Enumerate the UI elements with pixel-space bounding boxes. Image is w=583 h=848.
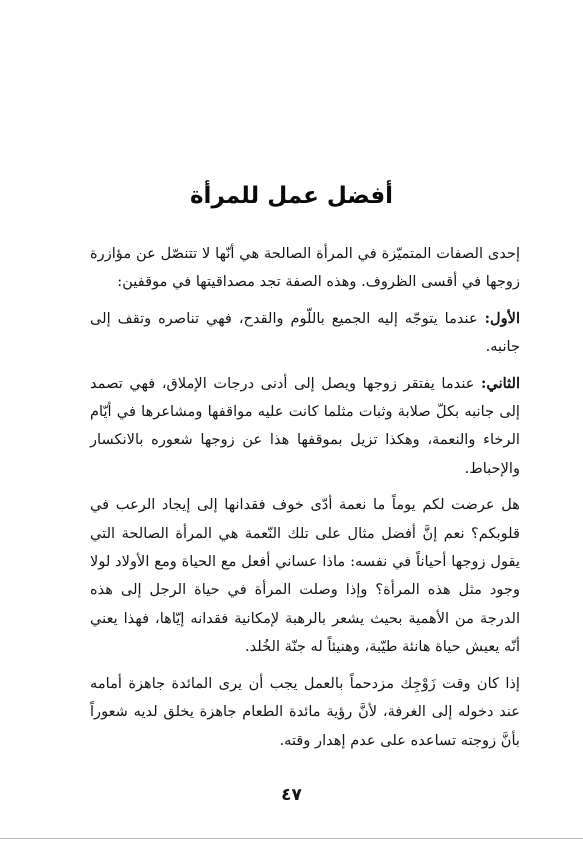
paragraph-text: عندما يفتقر زوجها ويصل إلى أدنى درجات الإملاق، فهي تصمد إلى جانبه بكلّ صلابة وثبات مثلما كانت عليه مواقفها ومشاعرها في أيّام الرخاء والنعمة، وهكذا تزيل بموقفها هذا عن زوجها شعوره بالانكسار والإحباط. <box>90 374 520 477</box>
paragraph-blessing <box>90 491 520 661</box>
paragraph-first-case <box>90 305 520 362</box>
paragraph-intro <box>90 240 520 297</box>
page-number: ٤٧ <box>281 785 302 805</box>
paragraph-text: إحدى الصفات المتميّزة في المرأة الصالحة هي أنّها لا تتنصّل عن مؤازرة زوجها في أقسى الظروف. وهذه الصفة تجد مصداقيتها في موقفين: <box>90 245 520 291</box>
paragraph-text: إذا كان وقت زَوْجِك مزدحماً بالعمل يجب أن يرى المائدة جاهزة أمامه عند دخوله إلى الغرفة، لأنَّ رؤية مائدة الطعام جاهزة يخلق لديه شعوراً بأنَّ زوجته تساعده على عدم إهدار وقته. <box>90 674 520 749</box>
paragraph-text: هل عرضت لكم يوماً ما نعمة أدّى خوف فقدانها إلى إيجاد الرعب في قلوبكم؟ نعم إنَّ أفضل مثال على تلك النّعمة هي المرأة الصالحة التي يقول زوجها أحياناً في نفسه: ماذا عساني أفعل مع الحياة ومع الأولاد لولا وجود مثل هذه المرأة؟ وإذا وصلت المرأة في حياة الرجل إلى هذه الدرجة من الأهمية بحيث يشعر بالرهبة لإمكانية فقدانه إيّاها، فهذا يعني أنّه يعيش حياة هانئة طيّبة، وهنيئاً له جنّة الخُلد. <box>90 496 520 656</box>
paragraph-lead: الثاني: <box>481 374 520 392</box>
chapter-title: أفضل عمل للمرأة <box>189 183 394 210</box>
paragraph-text: عندما يتوجّه إليه الجميع باللّوم والقدح، فهي تناصره وتقف إلى جانبه. <box>90 309 520 356</box>
body-text <box>90 240 520 763</box>
paragraph-lead: الأول: <box>484 309 520 327</box>
paragraph-table <box>90 670 520 755</box>
paragraph-second-case <box>90 370 520 484</box>
bottom-rule <box>0 838 583 839</box>
